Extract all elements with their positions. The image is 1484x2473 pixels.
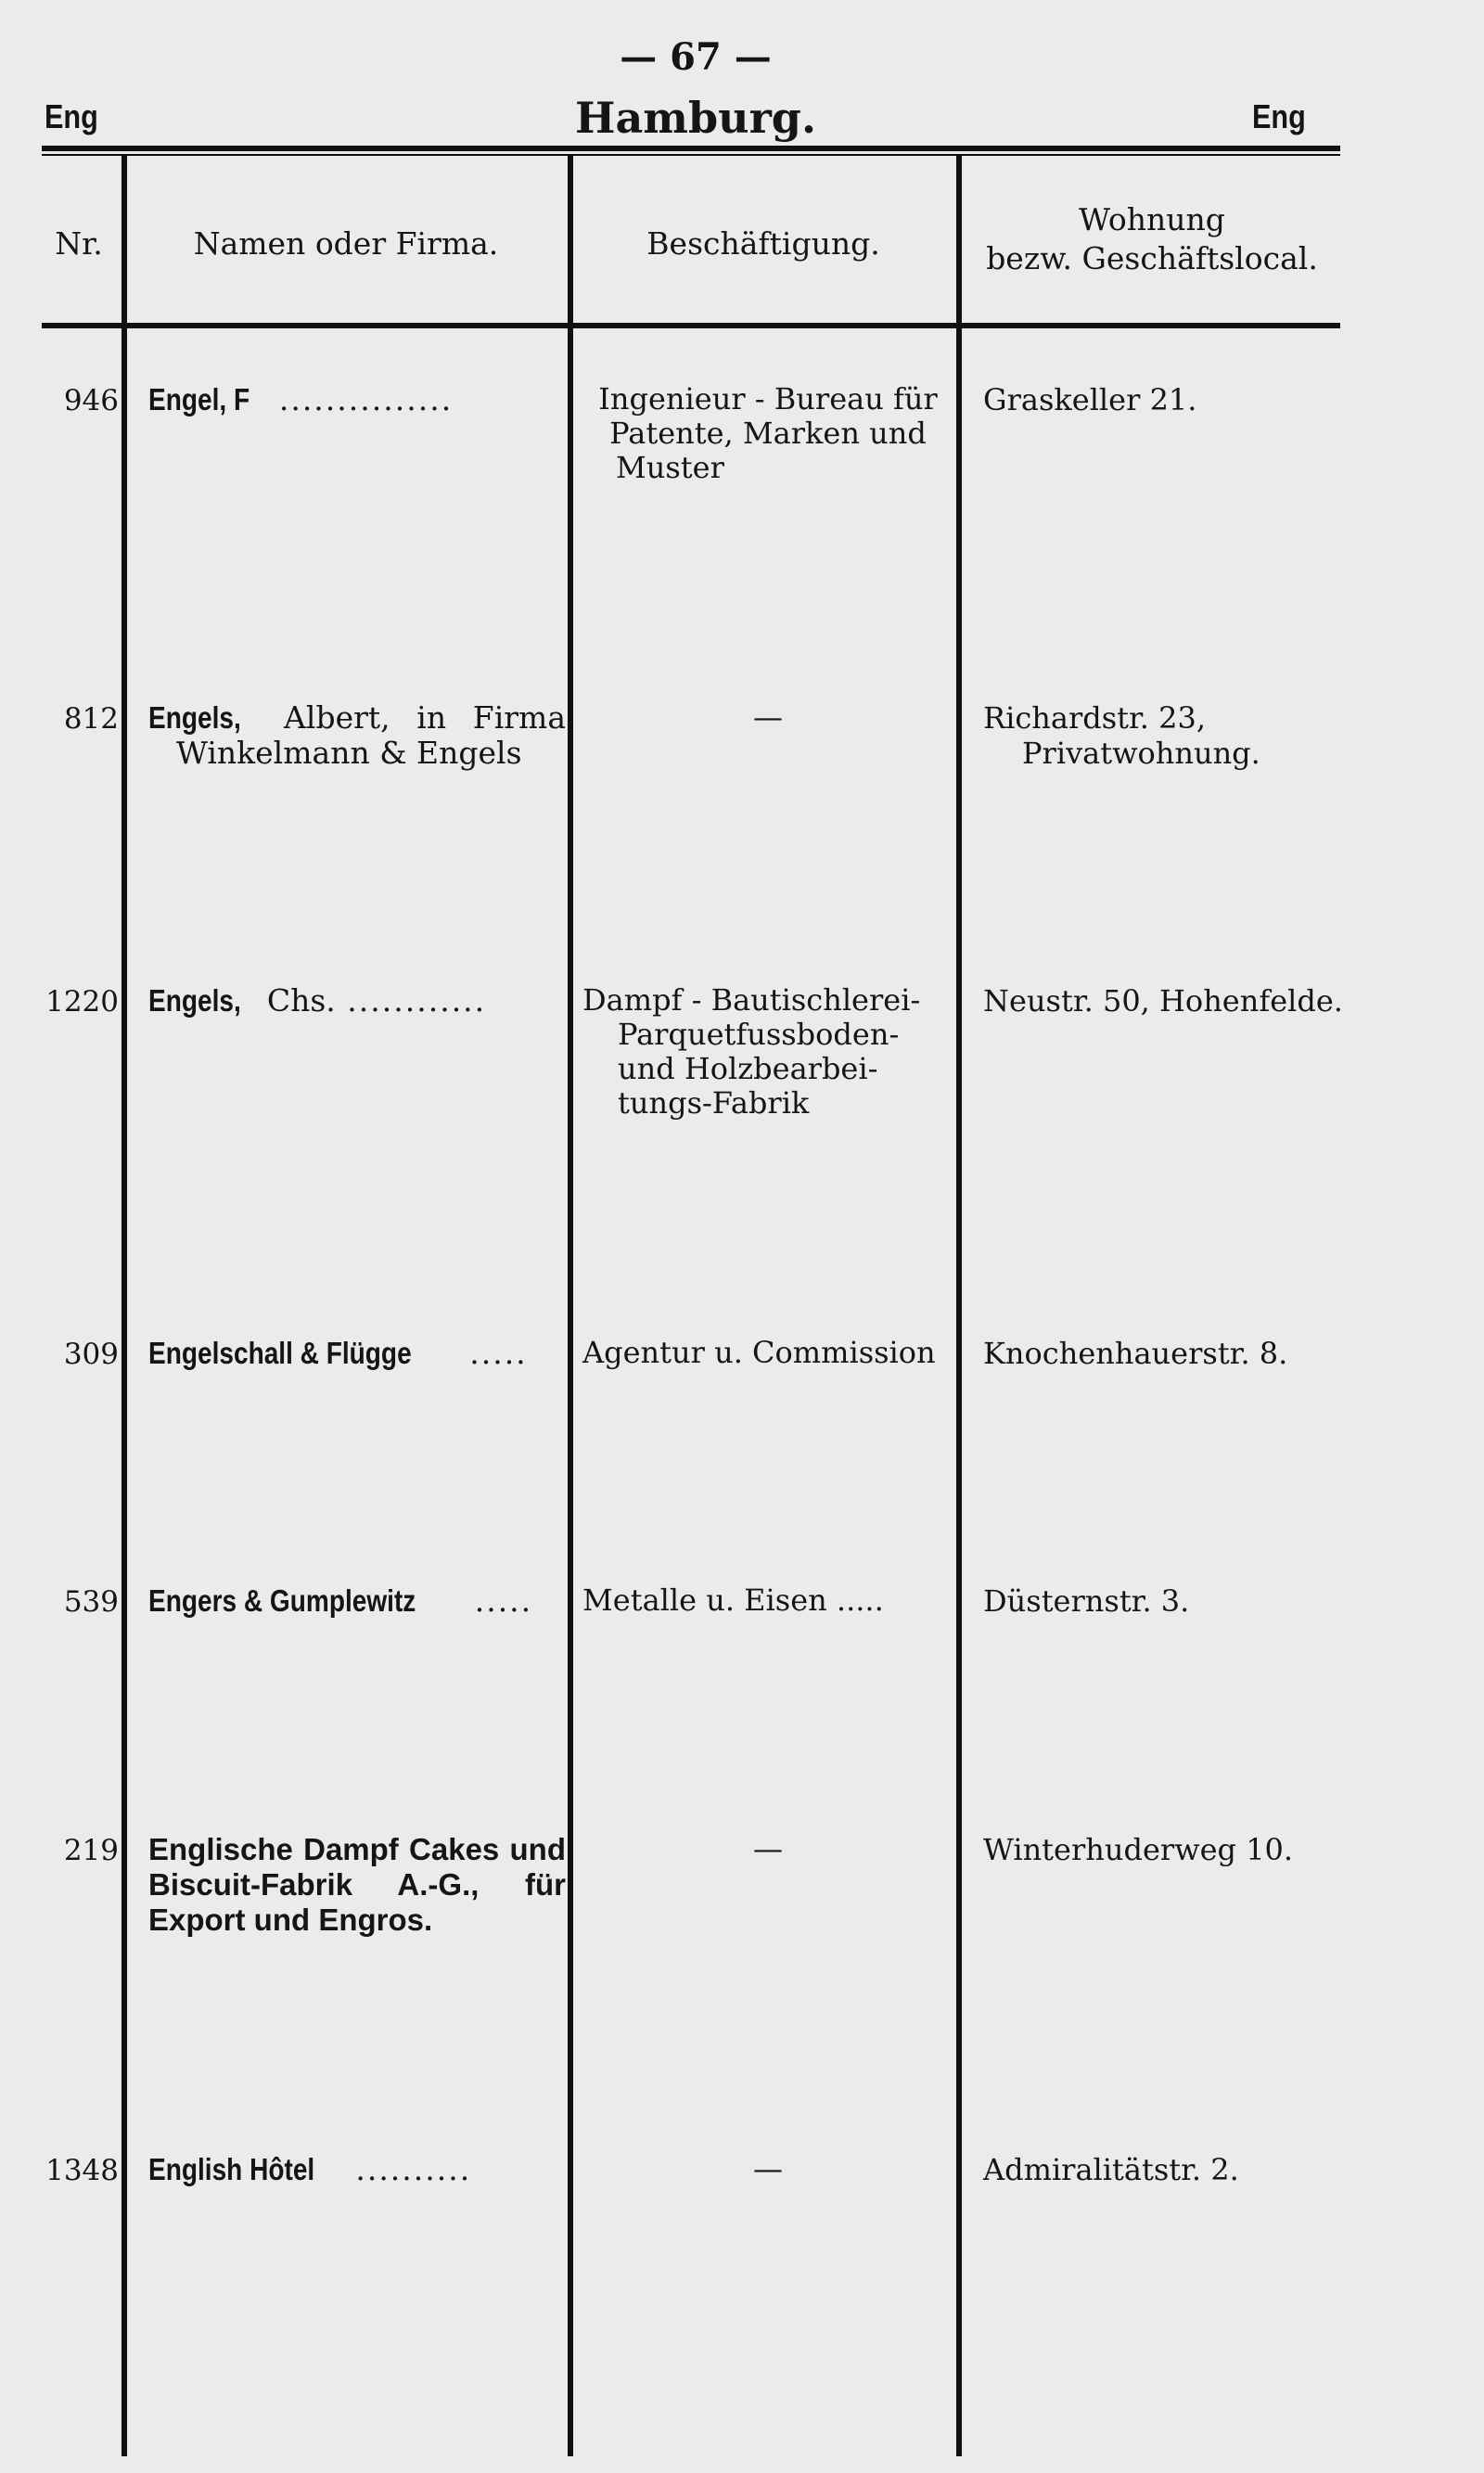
entry-occupation xyxy=(582,700,953,735)
occupation-line: Ingenieur - Bureau für xyxy=(598,381,938,416)
entry-dots: ..... xyxy=(463,1582,533,1619)
occupation-line: und Holzbearbei- xyxy=(618,1051,878,1086)
occupation-line: — xyxy=(753,1831,783,1866)
entry-number: 812 xyxy=(63,702,119,736)
entry-surname: Engelschall & Flügge xyxy=(148,1336,412,1370)
entry-occupation xyxy=(582,1832,953,1866)
entry-occupation xyxy=(582,2152,953,2186)
address-line: Privatwohnung. xyxy=(1022,736,1260,771)
column-header-address-line1: Wohnung xyxy=(1079,201,1225,237)
column-header-address xyxy=(962,200,1342,278)
entry-number: 1348 xyxy=(45,2154,119,2187)
entry-address xyxy=(983,382,1354,417)
address-line: Neustr. 50, Hohenfelde. xyxy=(983,983,1343,1019)
entry-dots: ..... xyxy=(457,1335,528,1371)
column-header-occupation: Beschäftigung. xyxy=(646,225,880,262)
entry-name xyxy=(148,983,566,1019)
entry-name xyxy=(148,700,566,771)
entry-number: 1220 xyxy=(45,985,119,1019)
entry-surname: English Hôtel xyxy=(148,2152,315,2186)
entry-occupation xyxy=(582,1336,953,1370)
entry-dots: ............... xyxy=(267,381,454,417)
entry-dots: .......... xyxy=(343,2151,472,2187)
top-rule-thin xyxy=(42,154,1340,156)
entry-number: 946 xyxy=(63,384,119,417)
entry-name xyxy=(148,1832,566,1938)
occupation-line: tungs-Fabrik xyxy=(618,1085,810,1121)
entry-name xyxy=(148,1583,566,1619)
entry-address xyxy=(983,1583,1354,1619)
entry-name-line2: Winkelmann & Engels xyxy=(176,735,522,771)
address-line: Knochenhauerstr. 8. xyxy=(983,1336,1288,1371)
occupation-line: — xyxy=(753,699,783,735)
occupation-line: Dampf - Bautischlerei- xyxy=(582,982,921,1018)
entry-name-rest: Chs. xyxy=(257,982,336,1019)
entry-address xyxy=(983,1832,1354,1867)
entry-number: 539 xyxy=(63,1585,119,1619)
column-rule-1 xyxy=(122,156,127,2456)
entry-occupation xyxy=(582,1583,953,1618)
entry-name xyxy=(148,382,566,417)
entry-number: 219 xyxy=(63,1834,119,1867)
entry-surname: Engers & Gumplewitz xyxy=(148,1583,416,1618)
running-head-left: Eng xyxy=(45,97,98,135)
entry-name-line1 xyxy=(148,700,566,736)
entry-occupation xyxy=(582,983,953,1121)
address-line: Admiralitätstr. 2. xyxy=(983,2152,1239,2187)
column-header-nr: Nr. xyxy=(55,225,103,262)
entry-surname: Engels, xyxy=(148,983,241,1018)
entry-address xyxy=(983,2152,1354,2187)
occupation-line: — xyxy=(753,2151,783,2186)
entry-surname: Engels, xyxy=(148,700,241,735)
entry-name-line: Biscuit-Fabrik A.-G., für xyxy=(148,1867,566,1902)
occupation-line: Parquetfussboden- xyxy=(618,1017,900,1052)
address-line: Düsternstr. 3. xyxy=(983,1583,1190,1619)
entry-name xyxy=(148,2152,566,2187)
address-line: Winterhuderweg 10. xyxy=(983,1832,1294,1867)
entry-name-rest: Albert, in Firma xyxy=(257,699,566,736)
entry-name-line: Export und Engros. xyxy=(148,1903,433,1937)
column-rule-3 xyxy=(956,156,962,2456)
entry-dots: ............ xyxy=(335,982,487,1019)
entry-number: 309 xyxy=(63,1338,119,1371)
address-line: Richardstr. 23, xyxy=(983,700,1207,736)
running-head-right: Eng xyxy=(1252,97,1306,135)
column-rule-2 xyxy=(568,156,573,2456)
entry-name xyxy=(148,1336,566,1371)
occupation-line: Patente, Marken und xyxy=(609,416,927,451)
entry-name-line: Englische Dampf Cakes und xyxy=(148,1832,566,1866)
address-line: Graskeller 21. xyxy=(983,382,1197,417)
city-heading: Hamburg. xyxy=(575,93,816,143)
occupation-line: Agentur u. Commission xyxy=(582,1335,936,1370)
occupation-line: Muster xyxy=(616,450,724,485)
page-number: — 67 — xyxy=(620,35,772,79)
entry-address xyxy=(983,1336,1354,1371)
entry-address xyxy=(983,700,1354,771)
column-header-address-line2: bezw. Geschäftslocal. xyxy=(986,240,1318,276)
entry-occupation xyxy=(582,382,953,485)
occupation-line: Metalle u. Eisen ..... xyxy=(582,1582,884,1618)
entry-surname: Engel, F xyxy=(148,382,250,416)
header-bottom-rule xyxy=(42,323,1340,328)
entry-address xyxy=(983,983,1354,1019)
top-rule xyxy=(42,146,1340,151)
column-header-name: Namen oder Firma. xyxy=(193,225,499,262)
